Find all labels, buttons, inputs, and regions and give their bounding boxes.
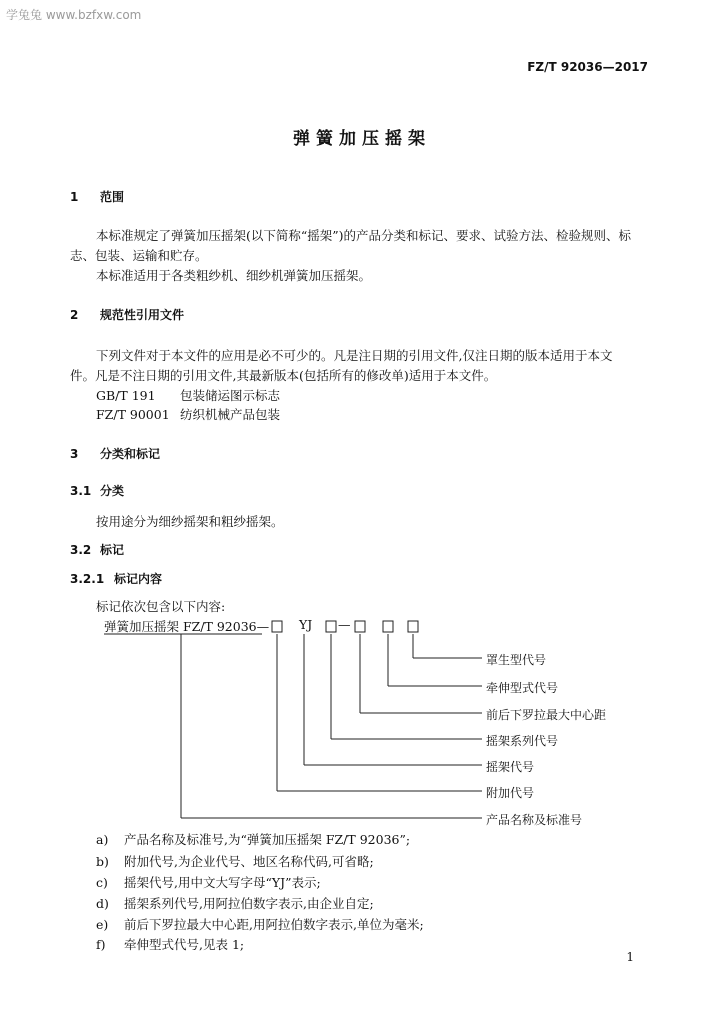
marking-label: 牵伸型式代号 [486,681,559,695]
marking-label: 摇架系列代号 [486,734,559,748]
paragraph-line: 件。凡是不注日期的引用文件,其最新版本(包括所有的修改单)适用于本文件。 [70,368,497,383]
list-label: b) [96,854,109,869]
list-item [96,915,424,933]
marking-label: 前后下罗拉最大中心距 [486,708,607,722]
page-number: 1 [626,950,634,964]
watermark: 学兔兔 www.bzfxw.com [6,8,142,22]
marking-box [355,621,365,632]
paragraph-line: 标记依次包含以下内容: [96,599,226,614]
reference-name: 纺织机械产品包装 [180,407,281,422]
marking-yj: YJ [299,617,313,632]
section-title: 标记内容 [114,572,163,586]
paragraph-line: 志、包装、运输和贮存。 [70,248,208,263]
page-title: 弹簧加压摇架 [293,129,431,149]
paragraph-line: 下列文件对于本文件的应用是必不可少的。凡是注日期的引用文件,仅注日期的版本适用于本文 [96,348,613,363]
list-item [96,873,321,891]
marking-label: 附加代号 [486,786,535,800]
section-number: 3 [70,447,79,461]
marking-box [272,621,282,632]
list-item [96,935,244,953]
reference-name: 包装储运图示标志 [180,388,281,403]
marking-box [326,621,336,632]
list-label: f) [96,937,106,952]
marking-box [383,621,393,632]
marking-label: 产品名称及标准号 [486,813,583,827]
marking-label: 摇架代号 [486,760,535,774]
list-item [96,894,374,912]
section-title: 分类 [100,484,125,498]
paragraph-line: 按用途分为细纱摇架和粗纱摇架。 [96,514,284,529]
section-title: 分类和标记 [100,447,161,461]
list-label: d) [96,896,109,911]
list-item [96,830,410,848]
list-text: 摇架系列代号,用阿拉伯数字表示,由企业自定; [124,896,374,911]
list-label: a) [96,832,109,847]
section-title: 范围 [100,190,125,204]
list-text: 前后下罗拉最大中心距,用阿拉伯数字表示,单位为毫米; [124,917,424,932]
reference-code: GB/T 191 [96,388,156,403]
section-number: 1 [70,190,79,204]
paragraph-line: 本标准规定了弹簧加压摇架(以下简称“摇架”)的产品分类和标记、要求、试验方法、检验规则、标 [96,228,632,243]
section-number: 3.2 [70,543,92,557]
list-item [96,852,374,870]
section-title: 规范性引用文件 [100,308,185,322]
section-number: 3.2.1 [70,572,105,586]
list-text: 牵伸型式代号,见表 1; [124,937,245,952]
standard-number: FZ/T 92036—2017 [527,60,648,74]
list-label: c) [96,875,108,890]
marking-label: 罩生型代号 [486,653,547,667]
list-text: 摇架代号,用中文大写字母“YJ”表示; [124,875,321,890]
list-text: 产品名称及标准号,为“弹簧加压摇架 FZ/T 92036”; [124,832,411,847]
list-label: e) [96,917,109,932]
section-number: 3.1 [70,484,92,498]
marking-box [408,621,418,632]
section-title: 标记 [100,543,125,557]
paragraph-line: 本标准适用于各类粗纱机、细纱机弹簧加压摇架。 [96,268,372,283]
list-text: 附加代号,为企业代号、地区名称代码,可省略; [124,854,374,869]
reference-code: FZ/T 90001 [96,407,170,422]
section-number: 2 [70,308,79,322]
marking-dash: — [338,617,351,632]
marking-prefix: 弹簧加压摇架 FZ/T 92036— [104,619,270,634]
